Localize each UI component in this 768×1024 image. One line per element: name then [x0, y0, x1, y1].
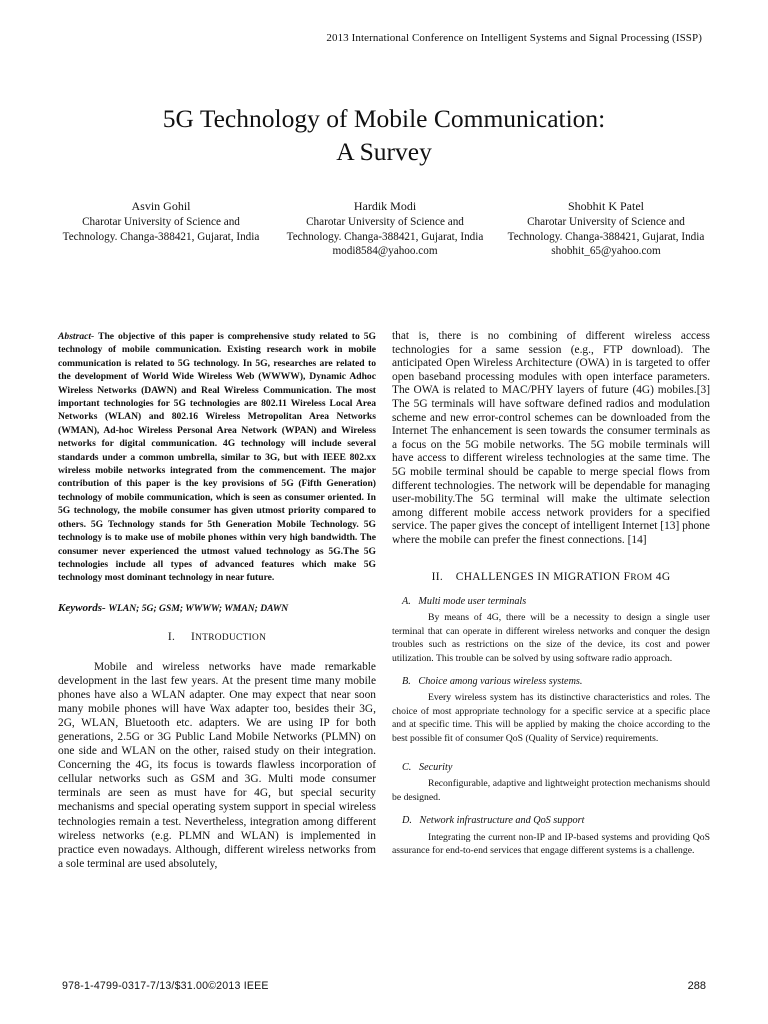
paper-title — [0, 102, 768, 168]
title-line-1: 5G Technology of Mobile Communication: — [162, 104, 606, 133]
page-number: 288 — [687, 980, 706, 992]
section-number: II. — [431, 570, 444, 583]
author-name: Shobhit K Patel — [567, 199, 644, 213]
section-first-letter: I — [191, 631, 196, 644]
subsection-text-c: Reconfigurable, adaptive and lightweight protection mechanisms should be designed. — [392, 778, 710, 803]
left-column — [58, 330, 376, 871]
subsection-text-a: By means of 4G, there will be a necessity to design a single user terminal that can operate in different wireless networks and conquer the design troubles such as restrictions on the size of the device, its cost and power utilization. This trouble can be solved by using software radio approach. — [392, 612, 710, 664]
author-3 — [501, 199, 711, 259]
author-affiliation: Charotar University of Science and Technology. Changa-388421, Gujarat, India — [286, 216, 484, 243]
section-title-tail: 4G — [655, 570, 671, 583]
intro-continuation: that is, there is no combining of different wireless access technologies for a same session (e.g., FTP download). The anticipated Open Wireless Architecture (OWA) in is targeted to offer open baseband processing modules with open interface parameters. The OWA is related to MAC/PHY layers of future (4G) mobiles.[3] The 5G terminals will have software defined radios and modulation scheme and new error-control schemes can be downloaded from the Internet The enhancement is seen towards the consumer terminals as a focus on the 5G mobile networks. The 5G mobile terminals will have access to different wireless technologies at the same time. The 5G mobile terminal should be capable to merge special flows from different technologies. The network will be dependable for managing user-mobility.The 5G terminal will make the ultimate selection among different mobile access network providers for a specified service. The paper gives the concept of intelligent Internet [13] phone where the mobile can prefer the finest connections. [14] — [392, 330, 710, 546]
subsection-text-b: Every wireless system has its distinctive characteristics and roles. The choice of most appropriate technology for a specific service at a specific place and at specific time. This will be applied by making the choice according to the best possible fit of consumer QoS (Quality of Service) requirements. — [392, 692, 710, 744]
abstract — [58, 330, 376, 585]
right-column — [392, 330, 710, 857]
section-number: I. — [167, 631, 176, 644]
subsection-title: Choice among various wireless systems. — [418, 675, 583, 687]
author-name: Asvin Gohil — [131, 199, 191, 213]
subsection-label: C. — [402, 761, 412, 773]
author-name: Hardik Modi — [353, 199, 417, 213]
conference-header: 2013 International Conference on Intelligent Systems and Signal Processing (ISSP) — [326, 32, 702, 44]
subsection-heading-d — [402, 814, 710, 828]
subsection-heading-c — [402, 761, 710, 775]
author-affiliation: Charotar University of Science and Technology. Changa-388421, Gujarat, India — [507, 216, 705, 243]
introduction-paragraph: Mobile and wireless networks have made remarkable development in the last few years. At the present time many mobile phones have also a WLAN adapter. One may expect that near soon many mobile phones will have Wax adapter too, besides their 3G, 2G, WLAN, Bluetooth etc. adapters. We are using IP for both generations, 2.5G or 3G Public Land Mobile Networks (PLMN) on one side and WLAN on the other, raised study on their integration. Concerning the 4G, its focus is towards flawless incorporation of cellular networks such as GSM and 3G. Multi mode consumer terminals are seen as must have for 4G, but special security mechanisms and special operating system support in special wireless technologies remain a test. Nevertheless, integration among different wireless networks (e.g. PLMN and WLAN) is implemented in practice even nowadays. Although, different wireless networks from a sole terminal are used absolutely, — [58, 660, 376, 870]
author-block — [56, 199, 736, 279]
subsection-title: Network infrastructure and QoS support — [419, 815, 585, 827]
keywords-label: Keywords- — [58, 601, 106, 614]
section-from-first: F — [623, 570, 631, 583]
subsection-heading-b — [402, 675, 710, 689]
subsection-label: B. — [402, 675, 411, 687]
keywords-list: WLAN; 5G; GSM; WWWW; WMAN; DAWN — [108, 602, 289, 614]
section-heading-introduction — [58, 630, 376, 645]
keywords — [58, 601, 376, 616]
section-title-rest: NTRODUCTION — [195, 633, 267, 644]
footer-isbn: 978-1-4799-0317-7/13/$31.00©2013 IEEE — [62, 980, 269, 992]
section-from-rest: ROM — [630, 572, 653, 583]
author-email: shobhit_65@yahoo.com — [551, 245, 661, 257]
section-title: CHALLENGES IN MIGRATION — [455, 570, 621, 583]
subsection-heading-a — [402, 595, 710, 609]
author-1 — [56, 199, 266, 244]
subsection-title: Multi mode user terminals — [418, 595, 527, 607]
abstract-text: The objective of this paper is comprehensive study related to 5G technology of mobile communication. Existing research work in mobile communication is related to 5G technology. In 5G, researches are related to the development of World Wide Wireless Web (WWWW), Dynamic Adhoc Wireless Networks (DAWN) and Real Wireless Communication. The most important technologies for 5G technologies are 802.11 Wireless Local Area Networks (WLAN) and 802.16 Wireless Metropolitan Area Networks (WMAN), Ad-hoc Wireless Personal Area Network (WPAN) and Wireless networks for digital communication. 4G technology will include several standards under a common umbrella, similar to 3G, but with IEEE 802.xx wireless mobile networks integrated from the commencement. The major contribution of this paper is the key provisions of 5G (Fifth Generation) technology of mobile communication, which is seen as consumer oriented. In 5G technology, the mobile consumer has given utmost priority compared to others. 5G Technology stands for 5th Generation Mobile Technology. 5G technology is to make use of mobile phones within very high bandwidth. The consumer never experienced the utmost valued technology as 5G.The 5G technologies include all types of advanced features which make 5G technology most dominant technology in near future. — [58, 331, 377, 584]
title-line-2: A Survey — [336, 137, 432, 166]
subsection-label: D. — [402, 815, 412, 827]
author-affiliation: Charotar University of Science and Technology. Changa-388421, Gujarat, India — [62, 216, 260, 243]
subsection-label: A. — [402, 595, 411, 607]
section-heading-challenges — [392, 570, 710, 585]
author-email: modi8584@yahoo.com — [332, 245, 438, 257]
subsection-text-d: Integrating the current non-IP and IP-based systems and providing QoS assurance for end-to-end services that engage different systems is a challenge. — [392, 831, 710, 856]
subsection-title: Security — [418, 761, 453, 773]
abstract-label: Abstract- — [58, 331, 95, 342]
author-2 — [280, 199, 490, 259]
